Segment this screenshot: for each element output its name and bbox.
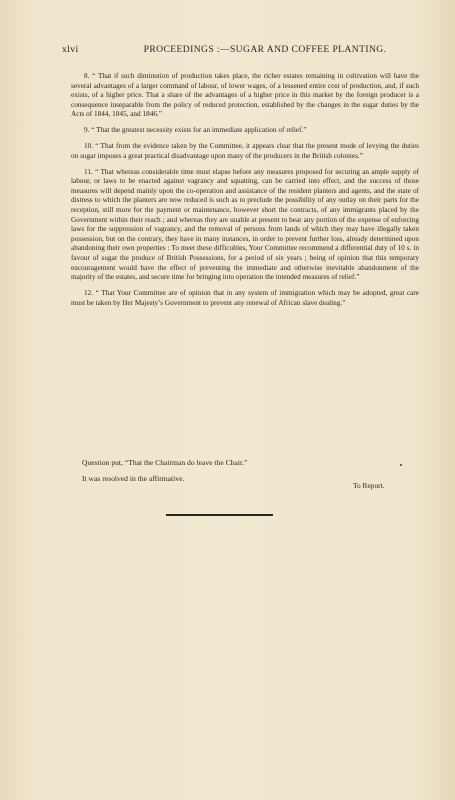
resolution-paragraph-8: 8. “ That if such diminution of production takes place, the richer estates remaining in cultivation will have the several advantages of a larger command of labour, of lower wages, of a lessened entire cost of production, and, if such exists, of a higher price. That a share of the advantages of a higher price in this market by the foreign producer is a consequence inseparable from the policy of reduced protection, established by the changes in the sugar duties by the Acts of 1844, 1845, and 1846.” — [71, 72, 419, 119]
page-header — [62, 44, 422, 58]
running-title: PROCEEDINGS :—SUGAR AND COFFEE PLANTING. — [143, 44, 387, 55]
resolution-paragraph-9: 9. “ That the greatest necessity exists for an immediate application of relief.” — [84, 126, 307, 135]
resolution-outcome: It was resolved in the affirmative. — [82, 474, 185, 483]
to-report-note: To Report. — [353, 481, 385, 490]
question-line: Question put, “That the Chairman do leave the Chair.” — [82, 458, 248, 467]
section-divider — [166, 514, 273, 516]
resolution-paragraph-12: 12. “ That Your Committee are of opinion that in any system of immigration which may be adopted, great care must be taken by Her Majesty’s Government to prevent any renewal of African slave dealing.” — [71, 289, 419, 307]
resolutions-body — [71, 72, 419, 315]
print-mark — [400, 464, 402, 466]
resolution-paragraph-10: 10. “ That from the evidence taken by the Committee, it appears clear that the present mode of levying the duties on sugar imposes a great practical disadvantage upon many of the producers in the British colonies.” — [71, 142, 419, 160]
resolution-paragraph-11: 11. “ That whereas considerable time must elapse before any measures proposed for securing an ample supply of labour, or laws to be enacted against vagrancy and squatting, can be carried into effect, and the success of those measures will depend mainly upon the co-operation and assistance of the resident planters and agents, and the state of distress to which the planters are now reduced is such as to preclude the possibility of any outlay on their parts for the reception, still more for the payment or maintenance, however short the contracts, of any immigrants placed by the Government within their reach ; and whereas they are unable at present to bear any portion of the expense of enforcing laws for the suppression of vagrancy, and the removal of persons from lands of which they may have illegally taken possession, but on the contrary, they have in many instances, in order to prevent further loss, already determined upon abandoning their own properties : To meet these difficulties, Your Committee recommend a differential duty of 10 s. in favour of sugar the produce of British Possessions, for a period of six years ; being of opinion that this temporary encouragement would have the effect of preventing the immediate and otherwise inevitable abandonment of the majority of the estates, and secure time for bringing into operation the intended measures of relief.” — [71, 167, 419, 282]
page-number: xlvi — [62, 44, 79, 55]
